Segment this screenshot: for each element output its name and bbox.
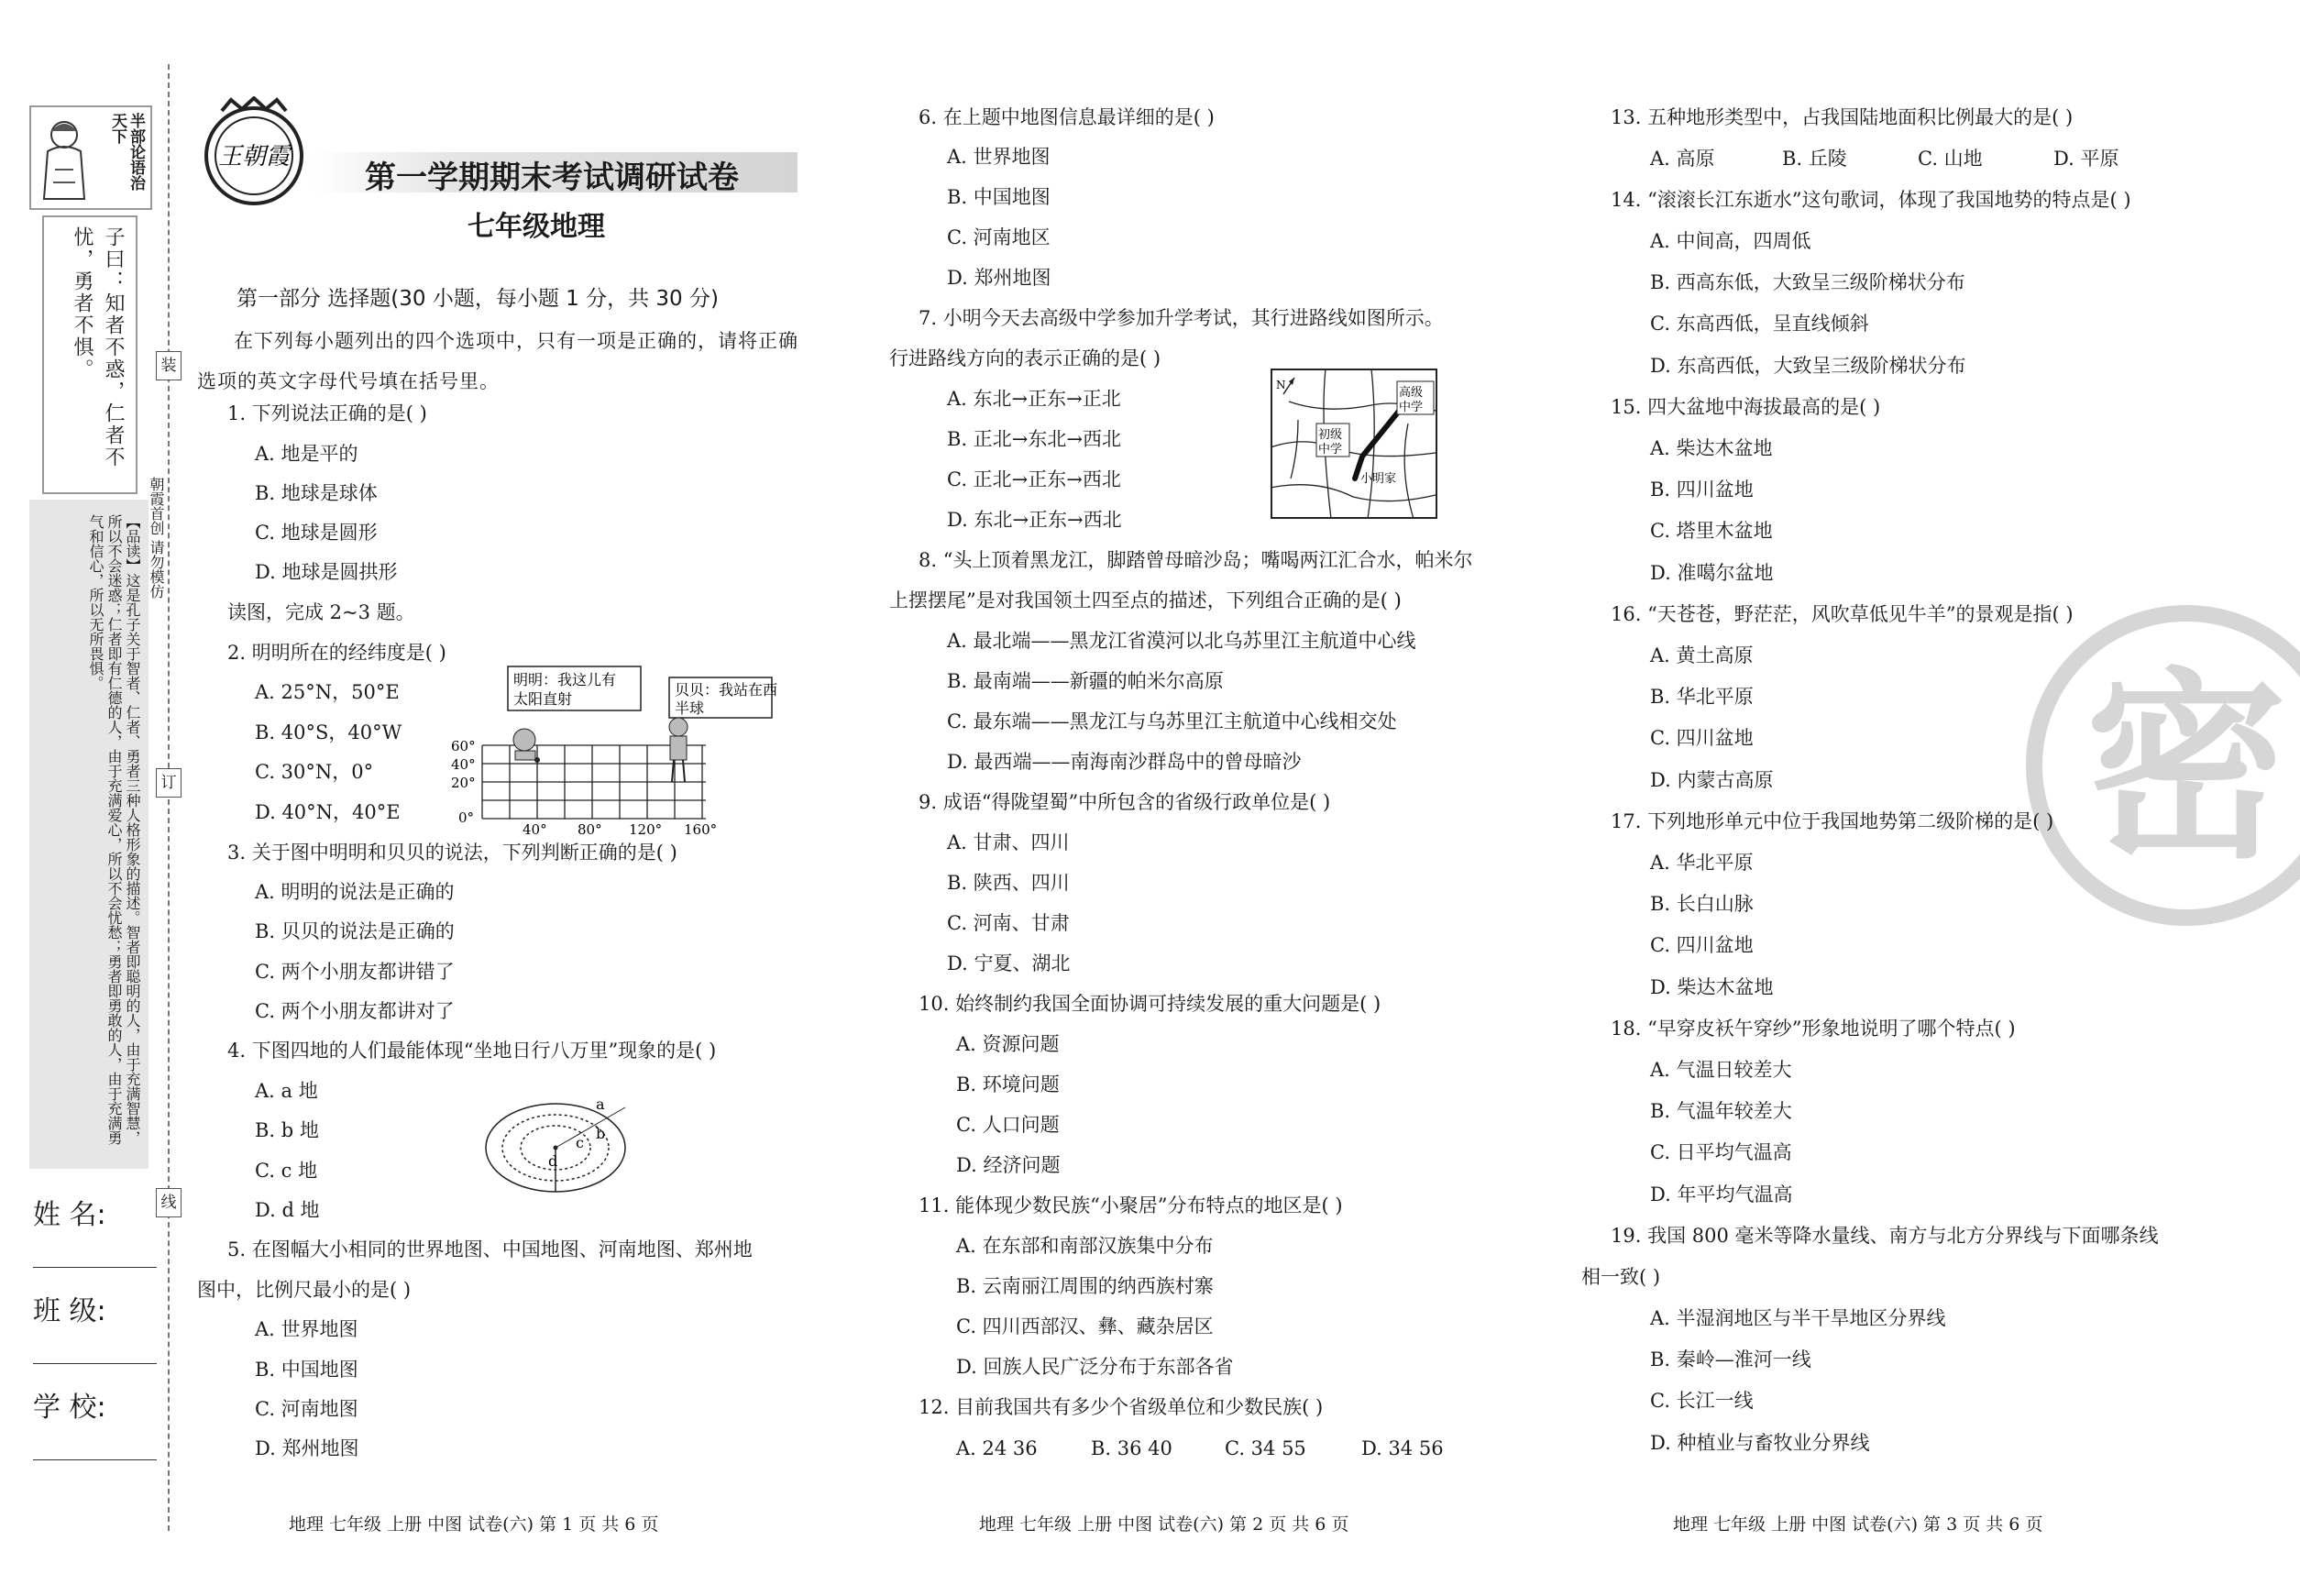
q18-option-a[interactable]: A. 气温日较差大 xyxy=(1650,1059,1792,1081)
class-line xyxy=(33,1363,157,1364)
q17-stem: 17. 下列地形单元中位于我国地势第二级阶梯的是( ) xyxy=(1611,810,2054,832)
sidebar xyxy=(29,105,149,1160)
q2-option-c[interactable]: C. 30°N，0° xyxy=(255,761,374,783)
q8-stem-line2: 上摆摆尾”是对我国领土四至点的描述，下列组合正确的是( ) xyxy=(889,589,1402,611)
q16-stem: 16. “天苍苍，野茫茫，风吹草低见牛羊”的景观是指( ) xyxy=(1611,603,2074,625)
q8-option-a[interactable]: A. 最北端——黑龙江省漠河以北乌苏里江主航道中心线 xyxy=(947,630,1416,652)
school-line xyxy=(33,1459,157,1460)
q5-option-b[interactable]: B. 中国地图 xyxy=(255,1359,358,1381)
y-tick-20: 20° xyxy=(451,775,476,791)
north-label: N xyxy=(1276,379,1286,391)
q8-option-d[interactable]: D. 最西端——南海南沙群岛中的曾母暗沙 xyxy=(947,751,1302,773)
q1-option-d[interactable]: D. 地球是圆拱形 xyxy=(255,561,398,583)
q9-option-b[interactable]: B. 陕西、四川 xyxy=(947,872,1070,894)
q4-option-a[interactable]: A. a 地 xyxy=(255,1080,318,1102)
q19-option-c[interactable]: C. 长江一线 xyxy=(1650,1390,1754,1412)
q18-option-c[interactable]: C. 日平均气温高 xyxy=(1650,1141,1792,1163)
map-label-home: 小明家 xyxy=(1360,472,1397,486)
q17-option-a[interactable]: A. 华北平原 xyxy=(1650,852,1754,874)
q15-stem: 15. 四大盆地中海拔最高的是( ) xyxy=(1611,396,1881,418)
q7-stem-line1: 7. 小明今天去高级中学参加升学考试，其行进路线如图所示。 xyxy=(919,307,1444,329)
label-b: b xyxy=(596,1125,606,1142)
q18-option-d[interactable]: D. 年平均气温高 xyxy=(1650,1183,1793,1205)
exam-title: 第一学期期末考试调研试卷 xyxy=(365,160,739,196)
seal-char: 密 xyxy=(2085,651,2287,886)
q14-option-a[interactable]: A. 中间高，四周低 xyxy=(1650,230,1811,252)
series-label: 半部论语治天下 xyxy=(108,113,145,191)
q14-stem: 14. “滚滚长江东逝水”这句歌词，体现了我国地势的特点是( ) xyxy=(1611,189,2131,211)
confucius-icon xyxy=(37,115,92,203)
cut-mark-3: 线 xyxy=(156,1188,182,1217)
q17-option-d[interactable]: D. 柴达木盆地 xyxy=(1650,976,1774,998)
label-c: c xyxy=(576,1134,584,1151)
q5-stem-line2: 图中，比例尺最小的是( ) xyxy=(197,1279,412,1301)
label-a: a xyxy=(596,1095,605,1113)
section-title: 第一部分 选择题(30 小题，每小题 1 分，共 30 分) xyxy=(237,287,719,311)
q3-option-b[interactable]: B. 贝贝的说法是正确的 xyxy=(255,920,455,942)
route-map-figure xyxy=(1271,369,1437,519)
q11-option-d[interactable]: D. 回族人民广泛分布于东部各省 xyxy=(956,1356,1234,1378)
section-instructions: 在下列每小题列出的四个选项中，只有一项是正确的，请将正确选项的英文字母代号填在括号里。 xyxy=(197,330,798,392)
commentary-text: 【品读】这是孔子关于智者、仁者、勇者三种人格形象的描述。智者即聪明的人，由于充满智慧，所以不会迷惑；仁者即有仁德的人，由于充满爱心，所以不会忧愁；勇者即勇敢的人，由于充满勇气和信心，所以无所畏惧。 xyxy=(87,514,141,1145)
q11-option-b[interactable]: B. 云南丽江周围的纳西族村寨 xyxy=(956,1275,1214,1297)
q12-option-c[interactable]: C. 34 55 xyxy=(1225,1437,1306,1459)
q15-option-d[interactable]: D. 准噶尔盆地 xyxy=(1650,562,1774,584)
q11-option-c[interactable]: C. 四川西部汉、彝、藏杂居区 xyxy=(956,1315,1214,1337)
map-label-high: 高级 xyxy=(1399,386,1424,400)
school-label: 学 校: xyxy=(33,1392,106,1424)
q10-stem: 10. 始终制约我国全面协调可持续发展的重大问题是( ) xyxy=(919,993,1381,1015)
name-field[interactable] xyxy=(33,1192,157,1274)
x-tick-120: 120° xyxy=(629,821,663,834)
q9-option-d[interactable]: D. 宁夏、湖北 xyxy=(947,952,1071,974)
q13-option-a[interactable]: A. 高原 xyxy=(1650,148,1715,170)
q7-option-c[interactable]: C. 正北→正东→西北 xyxy=(947,468,1121,490)
beibei-figure xyxy=(669,718,688,782)
q16-option-c[interactable]: C. 四川盆地 xyxy=(1650,727,1754,749)
copyright-note: 朝霞首创 请勿模仿 xyxy=(148,477,165,600)
q14-option-d[interactable]: D. 东高西低，大致呈三级阶梯状分布 xyxy=(1650,355,1966,377)
q15-option-a[interactable]: A. 柴达木盆地 xyxy=(1650,437,1773,459)
school-field[interactable] xyxy=(33,1384,157,1467)
q10-option-d[interactable]: D. 经济问题 xyxy=(956,1154,1061,1176)
q6-stem: 6. 在上题中地图信息最详细的是( ) xyxy=(919,106,1215,128)
q10-option-b[interactable]: B. 环境问题 xyxy=(956,1073,1060,1095)
q9-option-a[interactable]: A. 甘肃、四川 xyxy=(947,831,1070,853)
q2-option-a[interactable]: A. 25°N，50°E xyxy=(255,681,400,703)
q3-option-d[interactable]: C. 两个小朋友都讲对了 xyxy=(255,1000,455,1022)
bubble-right-text: 贝贝：我站在西 xyxy=(675,681,778,699)
concentric-circles-figure xyxy=(484,1093,631,1194)
q10-option-c[interactable]: C. 人口问题 xyxy=(956,1114,1060,1136)
q19-stem-line1: 19. 我国 800 毫米等降水量线、南方与北方分界线与下面哪条线 xyxy=(1611,1225,2159,1247)
q10-option-a[interactable]: A. 资源问题 xyxy=(956,1033,1060,1055)
y-tick-0: 0° xyxy=(458,809,475,826)
q17-option-c[interactable]: C. 四川盆地 xyxy=(1650,934,1754,956)
q6-option-c[interactable]: C. 河南地区 xyxy=(947,226,1051,248)
q7-stem-line2: 行进路线方向的表示正确的是( ) xyxy=(889,347,1161,369)
q6-option-a[interactable]: A. 世界地图 xyxy=(947,146,1051,168)
footer-page-3: 地理 七年级 上册 中图 试卷(六) 第 3 页 共 6 页 xyxy=(1673,1514,2043,1535)
series-banner xyxy=(29,105,152,210)
q8-option-b[interactable]: B. 最南端——新疆的帕米尔高原 xyxy=(947,670,1224,692)
q8-stem-line1: 8. “头上顶着黑龙江，脚踏曾母暗沙岛；嘴喝两江汇合水，帕米尔 xyxy=(919,549,1473,571)
map-label-high-2: 中学 xyxy=(1399,401,1424,414)
q3-stem: 3. 关于图中明明和贝贝的说法，下列判断正确的是( ) xyxy=(227,842,677,864)
name-label: 姓 名: xyxy=(33,1199,106,1231)
q4-stem: 4. 下图四地的人们最能体现“坐地日行八万里”现象的是( ) xyxy=(227,1040,717,1062)
q14-option-b[interactable]: B. 西高东低，大致呈三级阶梯状分布 xyxy=(1650,271,1965,293)
footer-page-1: 地理 七年级 上册 中图 试卷(六) 第 1 页 共 6 页 xyxy=(289,1514,659,1535)
q1-option-b[interactable]: B. 地球是球体 xyxy=(255,482,378,504)
brand-text: 王朝霞 xyxy=(217,143,291,171)
q2-stem: 2. 明明所在的经纬度是( ) xyxy=(227,642,446,664)
q5-option-d[interactable]: D. 郑州地图 xyxy=(255,1437,359,1459)
q12-option-d[interactable]: D. 34 56 xyxy=(1361,1437,1444,1459)
q11-stem: 11. 能体现少数民族“小聚居”分布特点的地区是( ) xyxy=(919,1194,1343,1216)
q16-option-a[interactable]: A. 黄土高原 xyxy=(1650,644,1754,666)
quote-text: 子曰：知者不惑，仁者不忧，勇者不惧。 xyxy=(71,226,125,468)
read-note: 读图，完成 2~3 题。 xyxy=(227,601,415,623)
q3-option-c[interactable]: C. 两个小朋友都讲错了 xyxy=(255,961,455,983)
cut-mark-1: 装 xyxy=(156,351,182,380)
x-tick-80: 80° xyxy=(578,821,602,834)
class-field[interactable] xyxy=(33,1288,157,1370)
q19-stem-line2: 相一致( ) xyxy=(1581,1266,1661,1288)
q8-option-c[interactable]: C. 最东端——黑龙江与乌苏里江主航道中心线相交处 xyxy=(947,710,1397,732)
q1-stem: 1. 下列说法正确的是( ) xyxy=(227,402,427,424)
q9-option-c[interactable]: C. 河南、甘肃 xyxy=(947,912,1070,934)
q11-option-a[interactable]: A. 在东部和南部汉族集中分布 xyxy=(956,1235,1214,1257)
map-label-mid: 初级 xyxy=(1318,428,1343,442)
q12-stem: 12. 目前我国共有多少个省级单位和少数民族( ) xyxy=(919,1396,1324,1418)
q1-option-a[interactable]: A. 地是平的 xyxy=(255,443,358,465)
q13-option-d[interactable]: D. 平原 xyxy=(2053,148,2119,170)
q15-option-b[interactable]: B. 四川盆地 xyxy=(1650,479,1754,501)
bubble-left-text-2: 太阳直射 xyxy=(513,690,573,708)
q17-option-b[interactable]: B. 长白山脉 xyxy=(1650,893,1754,915)
bubble-right-text-2: 半球 xyxy=(675,699,705,717)
q19-option-d[interactable]: D. 种植业与畜牧业分界线 xyxy=(1650,1432,1870,1454)
x-tick-160: 160° xyxy=(684,821,718,834)
q4-option-b[interactable]: B. b 地 xyxy=(255,1119,319,1141)
q15-option-c[interactable]: C. 塔里木盆地 xyxy=(1650,520,1773,542)
q7-option-b[interactable]: B. 正北→东北→西北 xyxy=(947,428,1121,450)
q6-option-b[interactable]: B. 中国地图 xyxy=(947,186,1051,208)
q4-option-d[interactable]: D. d 地 xyxy=(255,1199,320,1221)
brand-logo xyxy=(194,96,314,211)
q13-option-b[interactable]: B. 丘陵 xyxy=(1782,148,1847,170)
q7-option-a[interactable]: A. 东北→正东→正北 xyxy=(947,388,1121,410)
confidential-seal xyxy=(2026,605,2300,926)
y-tick-60: 60° xyxy=(451,738,476,754)
q5-option-a[interactable]: A. 世界地图 xyxy=(255,1318,358,1340)
q4-option-c[interactable]: C. c 地 xyxy=(255,1160,318,1182)
q18-option-b[interactable]: B. 气温年较差大 xyxy=(1650,1100,1792,1122)
exam-subtitle: 七年级地理 xyxy=(468,211,605,243)
q12-option-b[interactable]: B. 36 40 xyxy=(1091,1437,1172,1459)
name-line xyxy=(33,1267,157,1268)
cut-mark-2: 订 xyxy=(156,768,182,798)
q5-option-c[interactable]: C. 河南地图 xyxy=(255,1398,358,1420)
q1-option-c[interactable]: C. 地球是圆形 xyxy=(255,522,378,544)
q5-stem-line1: 5. 在图幅大小相同的世界地图、中国地图、河南地图、郑州地 xyxy=(227,1238,753,1260)
q13-option-c[interactable]: C. 山地 xyxy=(1918,148,1983,170)
y-tick-40: 40° xyxy=(451,756,476,773)
q2-option-b[interactable]: B. 40°S，40°W xyxy=(255,721,402,743)
q2-option-d[interactable]: D. 40°N，40°E xyxy=(255,801,401,823)
q18-stem: 18. “早穿皮袄午穿纱”形象地说明了哪个特点( ) xyxy=(1611,1018,2016,1040)
q16-option-b[interactable]: B. 华北平原 xyxy=(1650,686,1754,708)
q16-option-d[interactable]: D. 内蒙古高原 xyxy=(1650,769,1774,791)
bubble-left-text: 明明：我这儿有 xyxy=(513,671,617,688)
footer-page-2: 地理 七年级 上册 中图 试卷(六) 第 2 页 共 6 页 xyxy=(979,1514,1349,1535)
q13-stem: 13. 五种地形类型中，占我国陆地面积比例最大的是( ) xyxy=(1611,106,2074,128)
label-d: d xyxy=(548,1152,558,1170)
q9-stem: 9. 成语“得陇望蜀”中所包含的省级行政单位是( ) xyxy=(919,791,1331,813)
q6-option-d[interactable]: D. 郑州地图 xyxy=(947,267,1051,289)
q14-option-c[interactable]: C. 东高西低，呈直线倾斜 xyxy=(1650,313,1869,335)
q19-option-b[interactable]: B. 秦岭—淮河一线 xyxy=(1650,1348,1811,1370)
q7-option-d[interactable]: D. 东北→正东→西北 xyxy=(947,509,1122,531)
q19-option-a[interactable]: A. 半湿润地区与半干旱地区分界线 xyxy=(1650,1307,1946,1329)
map-label-mid-2: 中学 xyxy=(1318,443,1343,457)
class-label: 班 级: xyxy=(33,1295,106,1327)
quote-box xyxy=(42,215,138,494)
q3-option-a[interactable]: A. 明明的说法是正确的 xyxy=(255,881,455,903)
lat-lon-grid-figure xyxy=(449,665,816,834)
binding-line xyxy=(168,64,170,1531)
x-tick-40: 40° xyxy=(523,821,547,834)
q12-option-a[interactable]: A. 24 36 xyxy=(956,1437,1038,1459)
commentary-box xyxy=(29,500,149,1169)
